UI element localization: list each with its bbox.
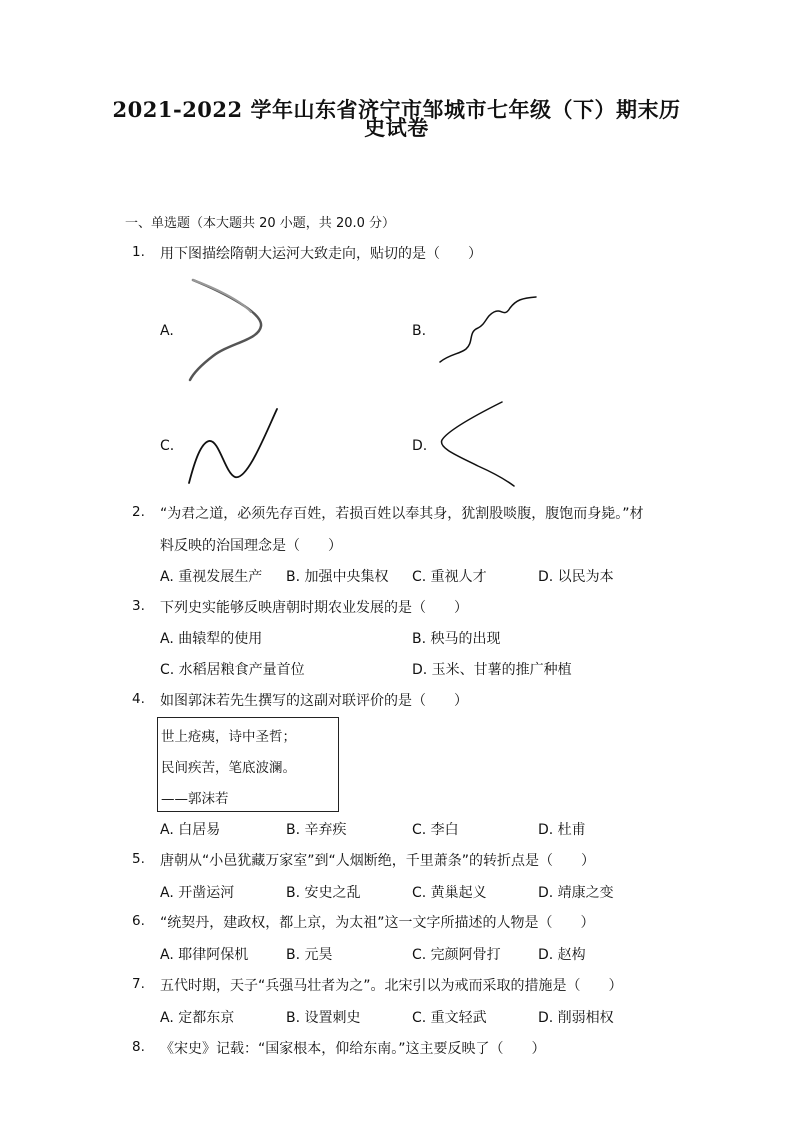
q1-option-c-label: C. <box>160 438 175 454</box>
q5-option-d[interactable]: D. 靖康之变 <box>538 885 614 901</box>
q3-option-d[interactable]: D. 玉米、甘薯的推广种植 <box>412 662 572 678</box>
q3-option-b[interactable]: B. 秧马的出现 <box>412 631 501 647</box>
q6-option-d[interactable]: D. 赵构 <box>538 947 586 963</box>
q1-option-a-label: A. <box>160 323 174 339</box>
q1-option-a-curve <box>185 278 265 383</box>
q4-option-a[interactable]: A. 白居易 <box>160 822 221 838</box>
page-title-line1: 2021-2022 学年山东省济宁市邹城市七年级（下）期末历 <box>112 97 681 122</box>
q6-option-c[interactable]: C. 完颜阿骨打 <box>412 947 501 963</box>
q2-option-d[interactable]: D. 以民为本 <box>538 569 614 585</box>
q1-option-c-curve <box>187 405 282 485</box>
question-2-text-line2: 料反映的治国理念是（ ） <box>160 538 342 554</box>
q1-option-b-curve <box>438 294 540 364</box>
question-7-text: 五代时期，天子“兵强马壮者为之”。北宋引以为戒而采取的措施是（ ） <box>160 978 623 994</box>
question-4-text: 如图郭沫若先生撰写的这副对联评价的是（ ） <box>160 693 468 709</box>
question-2-text-line1: “为君之道，必须先存百姓，若损百姓以奉其身，犹割股啖腹，腹饱而身毙。”材 <box>160 506 644 522</box>
q4-option-c[interactable]: C. 李白 <box>412 822 459 838</box>
page-title-line2: 史试卷 <box>364 115 429 140</box>
q4-option-d[interactable]: D. 杜甫 <box>538 822 586 838</box>
question-2-number: 2. <box>132 504 145 520</box>
q7-option-a[interactable]: A. 定都东京 <box>160 1010 235 1026</box>
question-3-text: 下列史实能够反映唐朝时期农业发展的是（ ） <box>160 600 468 616</box>
question-1-text: 用下图描绘隋朝大运河大致走向，贴切的是（ ） <box>160 246 482 262</box>
couplet-line-1: 世上疮痍，诗中圣哲； <box>161 729 296 745</box>
q6-option-b[interactable]: B. 元昊 <box>286 947 333 963</box>
question-8-text: 《宋史》记载：“国家根本，仰给东南。”这主要反映了（ ） <box>160 1041 546 1057</box>
q5-option-c[interactable]: C. 黄巢起义 <box>412 885 487 901</box>
question-5-text: 唐朝从“小邑犹藏万家室”到“人烟断绝，千里萧条”的转折点是（ ） <box>160 853 596 869</box>
question-5-number: 5. <box>132 851 145 867</box>
question-8-number: 8. <box>132 1039 145 1055</box>
question-3-number: 3. <box>132 598 145 614</box>
q3-option-c[interactable]: C. 水稻居粮食产量首位 <box>160 662 305 678</box>
q5-option-a[interactable]: A. 开凿运河 <box>160 885 235 901</box>
couplet-line-2: 民间疾苦，笔底波澜。 <box>161 760 296 776</box>
q7-option-c[interactable]: C. 重文轻武 <box>412 1010 487 1026</box>
question-6-number: 6. <box>132 913 145 929</box>
section-heading: 一、单选题（本大题共 20 小题，共 20.0 分） <box>125 216 396 231</box>
q2-option-b[interactable]: B. 加强中央集权 <box>286 569 389 585</box>
question-1-number: 1. <box>132 244 145 260</box>
question-4-number: 4. <box>132 691 145 707</box>
q6-option-a[interactable]: A. 耶律阿保机 <box>160 947 249 963</box>
couplet-box <box>157 717 339 812</box>
couplet-author: ——郭沫若 <box>161 791 229 807</box>
q5-option-b[interactable]: B. 安史之乱 <box>286 885 361 901</box>
q3-option-a[interactable]: A. 曲辕犁的使用 <box>160 631 263 647</box>
q7-option-b[interactable]: B. 设置刺史 <box>286 1010 361 1026</box>
q2-option-c[interactable]: C. 重视人才 <box>412 569 487 585</box>
q7-option-d[interactable]: D. 削弱相权 <box>538 1010 614 1026</box>
q1-option-d-label: D. <box>412 438 428 454</box>
q4-option-b[interactable]: B. 辛弃疾 <box>286 822 347 838</box>
question-7-number: 7. <box>132 976 145 992</box>
q1-option-d-curve <box>438 398 528 488</box>
q2-option-a[interactable]: A. 重视发展生产 <box>160 569 263 585</box>
question-6-text: “统契丹，建政权，都上京，为太祖”这一文字所描述的人物是（ ） <box>160 915 595 931</box>
q1-option-b-label: B. <box>412 323 427 339</box>
